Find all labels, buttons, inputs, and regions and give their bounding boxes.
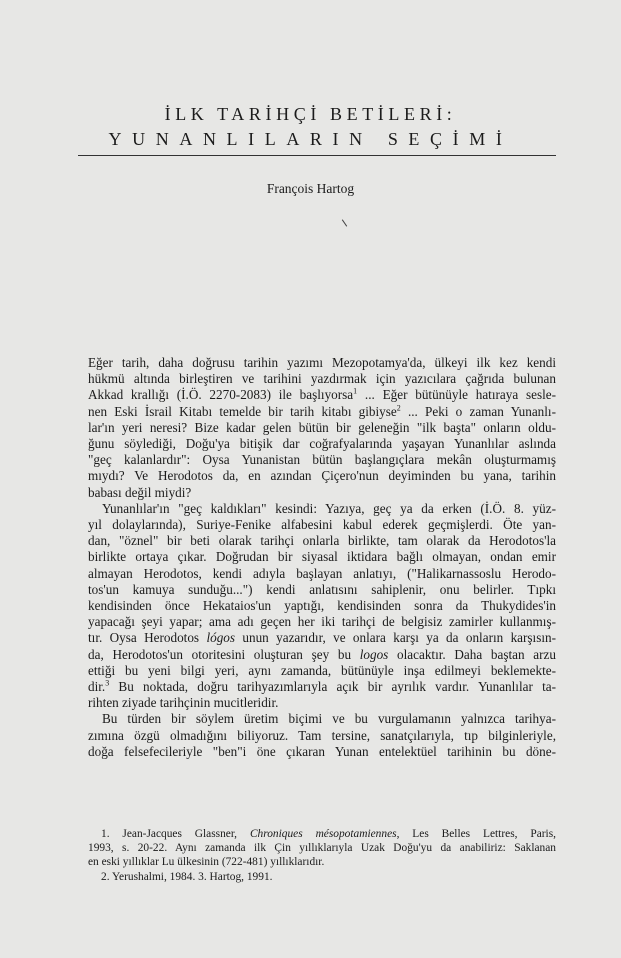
body-line [88, 614, 556, 630]
text-run: kendisinden önce Hekataios'un yaptığı, kendisinden sonra da Thukydides'in [88, 598, 556, 614]
body-line [88, 468, 556, 484]
text-run: dir. [88, 679, 106, 695]
footnote-line [88, 827, 556, 841]
body-line [88, 501, 556, 517]
text-run: lar'ın yeri neresi? Bize kadar gelen bütün bir geleneğin "ilk başta" onların oldu- [88, 419, 556, 435]
footnote-line [88, 841, 556, 855]
body-line [88, 679, 556, 695]
text-run: babası değil miydi? [88, 484, 192, 500]
body-line [88, 663, 556, 679]
text-run: dan, "öznel" bir beti olarak tarihçi onlarla birlikte, tam olarak da Herodotos'la [88, 533, 556, 549]
text-run: en eski yıllıklar Lu ülkesinin (722-481) yıllıklarıdır. [88, 856, 325, 869]
text-run: 1. Jean-Jacques Glassner, [101, 828, 250, 840]
body-line [88, 647, 556, 663]
text-run: Eğer tarih, daha doğrusu tarihin yazımı Mezopotamya'da, ülkeyi ilk kez kendi [88, 355, 556, 370]
text-run: yıl dolaylarında), Suriye-Fenike alfabesini kabul ederek geçmişlerdi. Öte yan- [88, 517, 556, 533]
text-run: Bu noktada, doğru tarihyazımlarıyla açık bir ayrılık vardır. Yunanlılar ta- [109, 679, 556, 695]
body-line [88, 452, 556, 468]
footnote-ref: 1 [353, 387, 358, 397]
body-line [88, 355, 556, 371]
italic-term: logos [359, 646, 389, 662]
chapter-title-line-1: İLK TARİHÇİ BETİLERİ: [164, 104, 457, 124]
stray-mark [342, 219, 347, 226]
body-line [88, 711, 556, 727]
body-line [88, 485, 556, 501]
footnote-line [88, 870, 556, 884]
text-run: unun yazarıdır, ve onlara karşı ya da onların karşısın- [235, 630, 556, 646]
text-run: 2. Yerushalmi, 1984. 3. Hartog, 1991. [101, 870, 273, 883]
body-line [88, 533, 556, 549]
body-text [88, 355, 556, 760]
body-line [88, 566, 556, 582]
text-run: , Les Belles Lettres, Paris, [396, 828, 556, 840]
footnote-line [88, 855, 556, 869]
body-line [88, 695, 556, 711]
body-line [88, 436, 556, 452]
title-underline [78, 155, 556, 156]
text-run: zımına özgü olmadığını biliyoruz. Tam tersine, sanatçılarıyla, tıp bilginleriyle, [88, 727, 556, 743]
body-line [88, 387, 556, 403]
text-run: Bu türden bir söylem üretim biçimi ve bu vurgulamanın yalnızca tarihya- [102, 711, 556, 727]
text-run: olacaktır. Daha baştan arzu [388, 646, 556, 662]
footnote-ref: 3 [105, 679, 110, 688]
text-run: ... Peki o zaman Yunanlı- [400, 403, 556, 419]
text-run: ettiği bu yeni bilgi yeri, aynı zamanda, bütünüyle inşa edilmeyi beklemekte- [88, 662, 556, 678]
italic-term: Chroniques mésopotamiennes [249, 828, 397, 840]
text-run: Akkad krallığı (İ.Ö. 2270-2083) ile başlıyorsa [88, 387, 354, 403]
text-run: 1993, s. 20-22. Aynı zamanda ilk Çin yıllıklarıyla Uzak Doğu'yu da anabiliriz: Saklanan [88, 842, 556, 855]
body-line [88, 728, 556, 744]
text-run: ... Eğer bütünüyle hatıraya sesle- [357, 387, 556, 403]
body-line [88, 404, 556, 420]
text-run: doğa felsefecileriyle "ben"i öne çıkaran Yunan entelektüel tarihinin bu döne- [88, 743, 556, 759]
text-run: mıydı? Ve Herodotos da, en azından Çiçero'nun deyiminden bu yana, tarihin [88, 468, 556, 484]
text-run: tır. Oysa Herodotos [88, 630, 207, 646]
chapter-title-line-2: YUNANLILARIN SEÇİMİ [108, 129, 513, 149]
body-line [88, 582, 556, 598]
text-run: rihten ziyade tarihçinin mucitleridir. [88, 695, 279, 711]
text-run: "geç kalanlardır": Oysa Yunanistan bütün başlangıçlara mekân oluşturmamış [88, 452, 556, 468]
body-line [88, 420, 556, 436]
text-run: almayan Herodotos, kendi adıyla başlayan anlatıyı, ("Halikarnassoslu Herodo- [88, 565, 556, 581]
author-name: François Hartog [266, 181, 355, 196]
body-line [88, 549, 556, 565]
text-run: yapacağı şeyi yapar; ama adı geçen her iki tarihçi de belgisiz zamirler kullanmış- [88, 614, 556, 630]
text-run: da, Herodotos'un otoritesini oluşturan şey bu [88, 646, 360, 662]
italic-term: lógos [206, 630, 236, 646]
text-run: ğunu söylediği, Doğu'ya bitişik dar coğrafyalarında yaşayan Yunanlılar aslında [88, 436, 556, 452]
text-run: hükmü altında birleştiren ve tarihini yazdırmak için yazıcılara çağrıda bulunan [88, 371, 556, 387]
footnotes [88, 827, 556, 884]
text-run: birlikte ortaya çıkar. Doğrudan bir siyasal iktidara bağlı olmayan, ondan emir [88, 549, 556, 565]
text-run: nen Eski İsrail Kitabı temelde bir tarih kitabı gibiyse [88, 403, 397, 419]
text-run: Yunanlılar'ın "geç kaldıkları" kesindi: Yazıya, geç ya da erken (İ.Ö. 8. yüz- [102, 500, 556, 516]
body-line [88, 371, 556, 387]
body-line [88, 598, 556, 614]
text-run: tos'un kamuya sunduğu...") kendi anlatısını sahiplenir, onu belirler. Tıpkı [88, 581, 556, 597]
body-line [88, 517, 556, 533]
body-line [88, 630, 556, 646]
body-line [88, 744, 556, 760]
footnote-ref: 2 [396, 403, 401, 413]
